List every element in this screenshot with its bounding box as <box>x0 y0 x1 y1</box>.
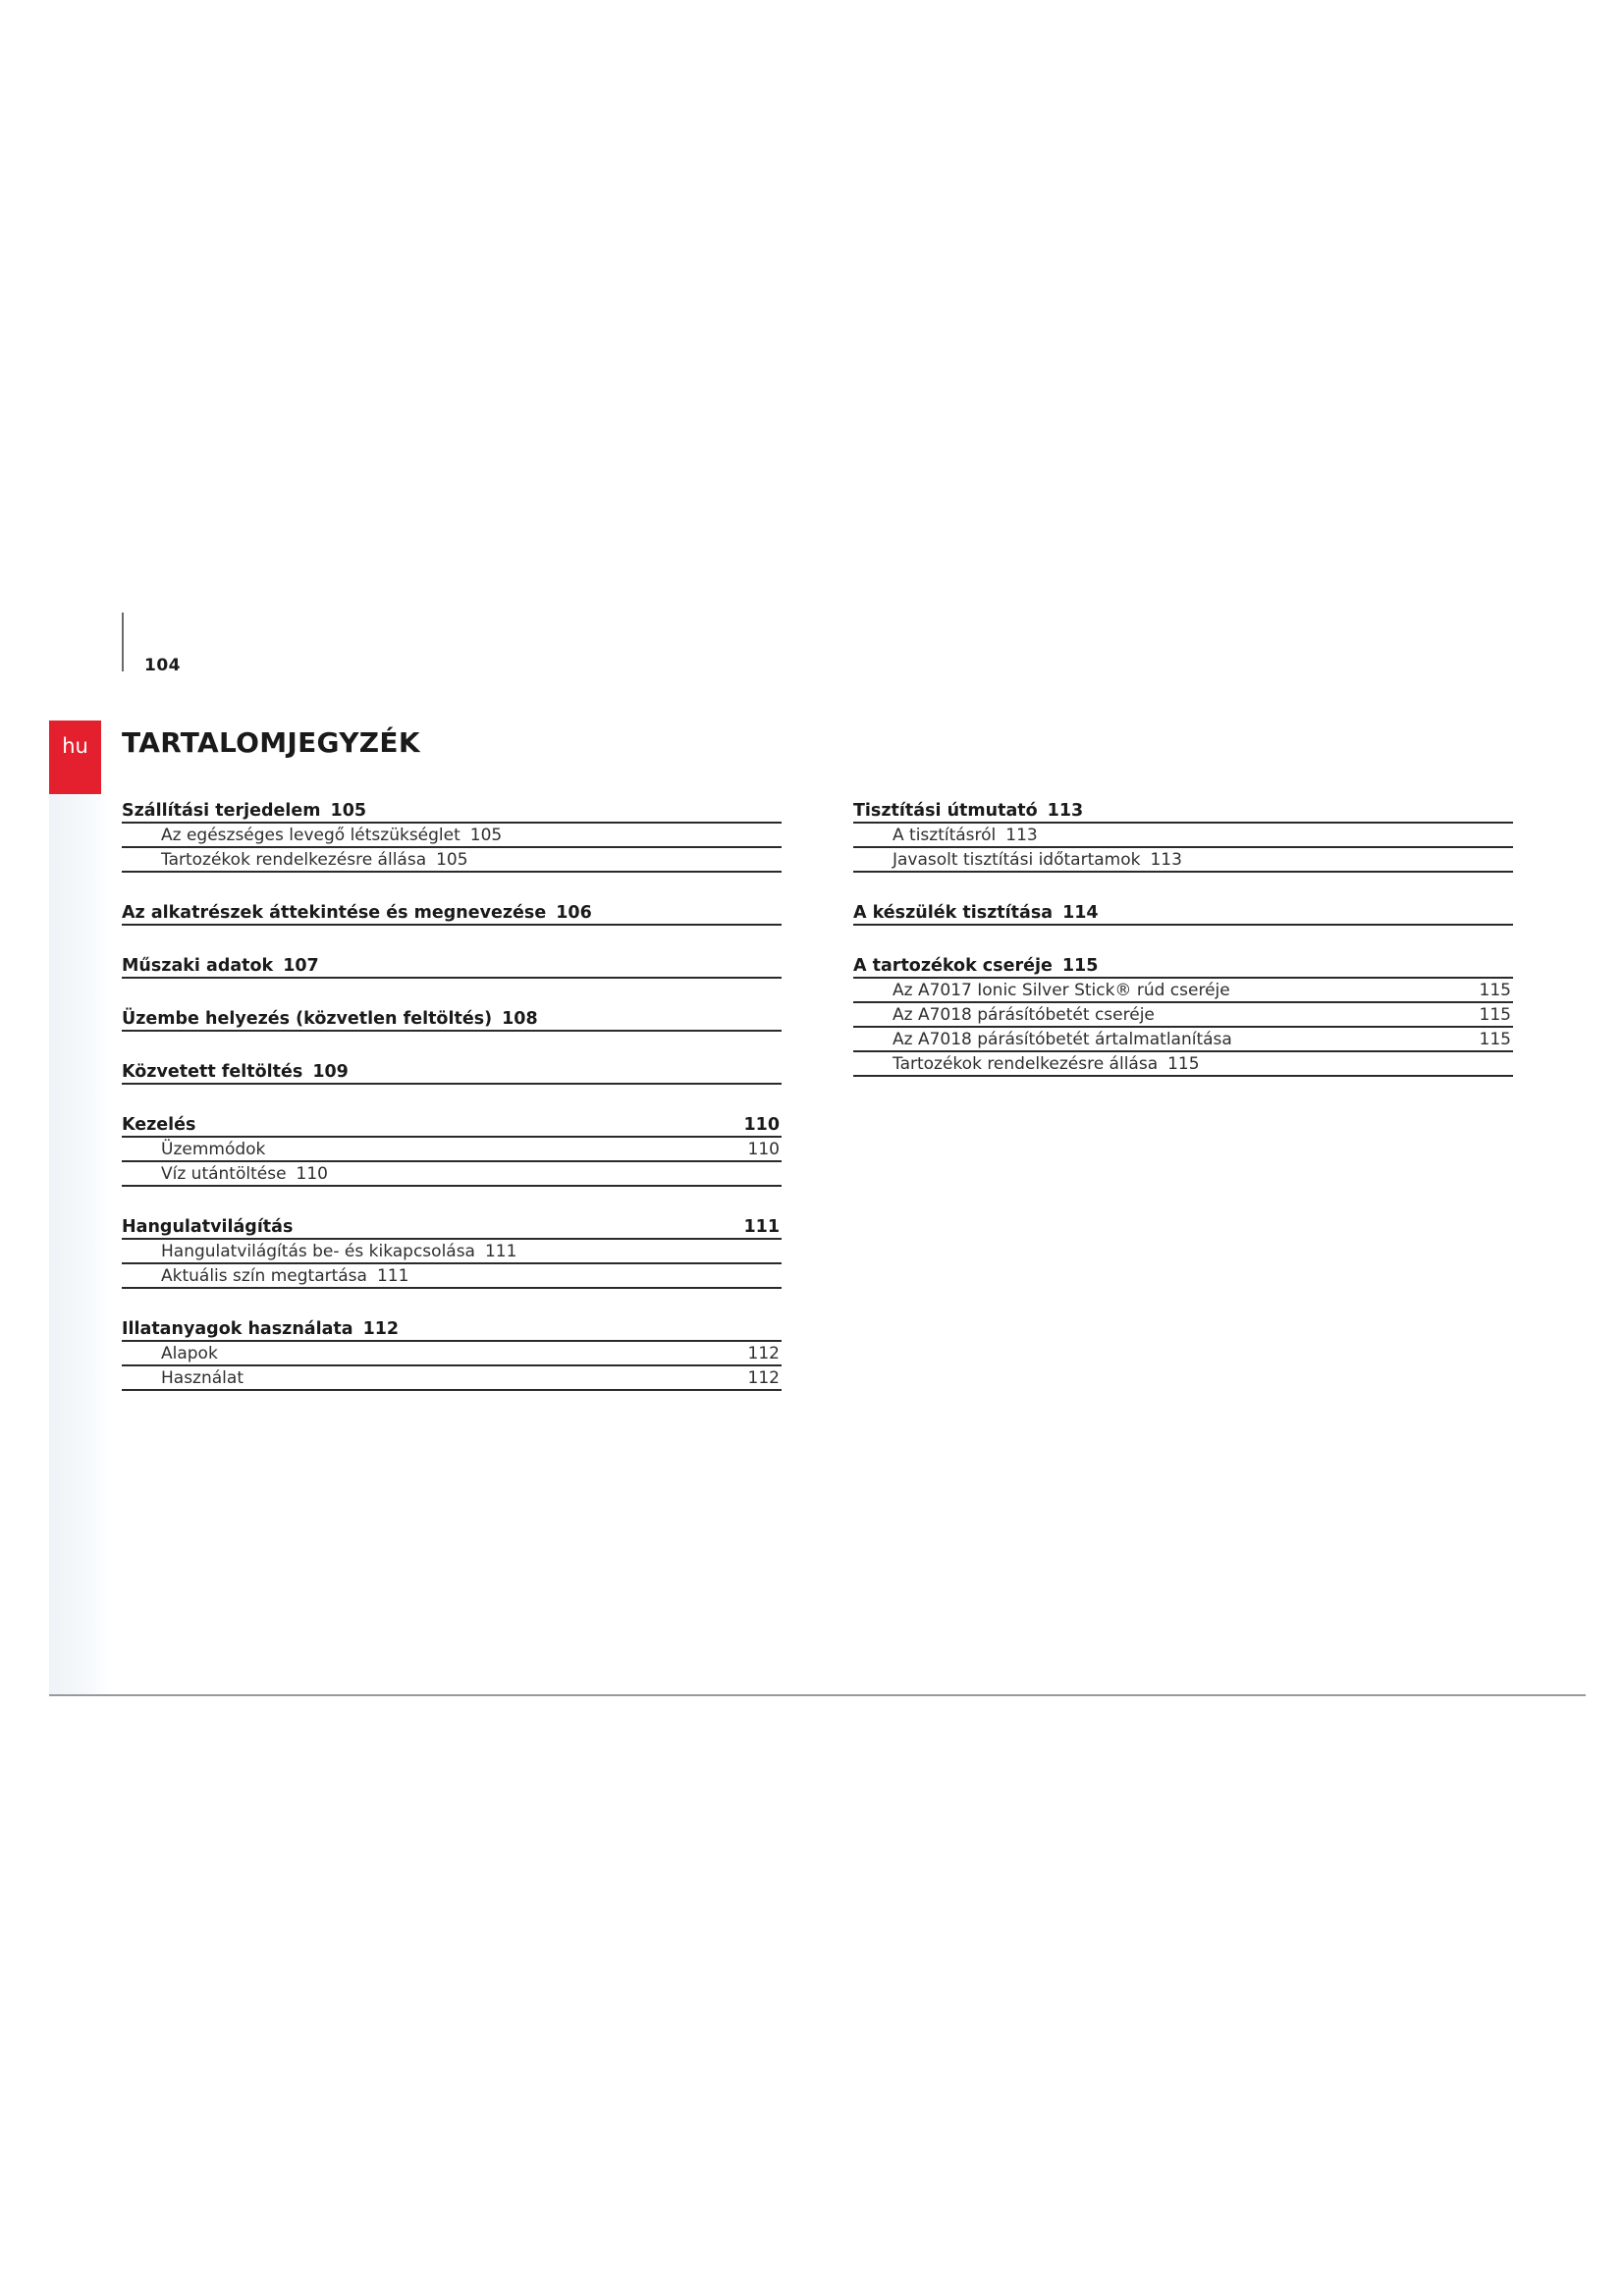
toc-heading-page: 110 <box>743 1115 780 1135</box>
toc-entry-page: 113 <box>1005 826 1038 845</box>
toc-entry-page: 112 <box>747 1344 780 1363</box>
toc-heading[interactable] <box>122 1314 782 1342</box>
toc-entry-page: 110 <box>747 1140 780 1159</box>
toc-right-column <box>853 796 1513 1102</box>
toc-heading[interactable] <box>122 1212 782 1240</box>
side-tint <box>49 785 110 1695</box>
toc-entry-label: Javasolt tisztítási időtartamok <box>893 850 1141 870</box>
toc-heading-page: 109 <box>312 1062 349 1082</box>
toc-heading-page: 113 <box>1047 801 1084 821</box>
toc-entry-page: 113 <box>1150 850 1182 870</box>
toc-entry-label: Hangulatvilágítás be- és kikapcsolása <box>161 1242 475 1261</box>
toc-heading-label: A készülék tisztítása <box>853 903 1054 923</box>
toc-heading-label: Üzembe helyezés (közvetlen feltöltés) <box>122 1009 493 1029</box>
toc-heading-page: 106 <box>556 903 592 923</box>
toc-left-column <box>122 796 782 1416</box>
footer-rule <box>49 1694 1586 1696</box>
toc-heading-page: 111 <box>743 1217 780 1237</box>
toc-entry-page: 111 <box>484 1242 517 1261</box>
toc-entry[interactable] <box>122 1138 782 1162</box>
toc-entry[interactable] <box>122 1264 782 1289</box>
toc-entry-label: Az A7018 párásítóbetét cseréje <box>893 1005 1155 1025</box>
toc-heading-label: Illatanyagok használata <box>122 1319 353 1339</box>
toc-heading-page: 114 <box>1062 903 1099 923</box>
page-number-rule <box>122 613 124 671</box>
toc-entry[interactable] <box>853 1003 1513 1028</box>
toc-heading-label: Az alkatrészek áttekintése és megnevezése <box>122 903 547 923</box>
language-badge: hu <box>49 721 101 794</box>
toc-heading-page: 107 <box>283 956 319 976</box>
toc-entry-page: 115 <box>1479 981 1511 1000</box>
toc-entry-label: Használat <box>161 1368 244 1388</box>
toc-entry[interactable] <box>853 1052 1513 1077</box>
toc-heading-page: 112 <box>362 1319 400 1339</box>
toc-heading[interactable] <box>853 898 1513 926</box>
toc-heading-label: Szállítási terjedelem <box>122 801 321 821</box>
toc-entry-page: 115 <box>1167 1054 1200 1074</box>
toc-entry-label: Aktuális szín megtartása <box>161 1266 367 1286</box>
toc-entry-page: 112 <box>747 1368 780 1388</box>
toc-entry-page: 111 <box>376 1266 409 1286</box>
toc-entry-page: 110 <box>296 1164 328 1184</box>
page-number: 104 <box>144 656 181 675</box>
toc-heading-page: 105 <box>330 801 367 821</box>
toc-entry-label: Tartozékok rendelkezésre állása <box>161 850 427 870</box>
toc-entry-label: Az A7017 Ionic Silver Stick® rúd cseréje <box>893 981 1230 1000</box>
toc-heading[interactable] <box>853 796 1513 824</box>
toc-entry[interactable] <box>853 848 1513 873</box>
toc-entry-page: 105 <box>469 826 503 845</box>
toc-entry-label: Alapok <box>161 1344 218 1363</box>
toc-entry-label: Az A7018 párásítóbetét ártalmatlanítása <box>893 1030 1232 1049</box>
toc-heading-label: A tartozékok cseréje <box>853 956 1053 976</box>
toc-heading-label: Kezelés <box>122 1115 196 1135</box>
toc-heading-label: Tisztítási útmutató <box>853 801 1038 821</box>
toc-heading[interactable] <box>122 1057 782 1085</box>
toc-left-section <box>122 1110 782 1187</box>
toc-entry[interactable] <box>122 1240 782 1264</box>
toc-heading[interactable] <box>122 1004 782 1032</box>
toc-right-section <box>853 898 1513 926</box>
toc-left-section <box>122 1057 782 1085</box>
toc-entry[interactable] <box>122 848 782 873</box>
toc-heading-label: Közvetett feltöltés <box>122 1062 303 1082</box>
toc-entry-label: A tisztításról <box>893 826 997 845</box>
toc-entry[interactable] <box>122 1162 782 1187</box>
toc-entry-label: Víz utántöltése <box>161 1164 287 1184</box>
toc-heading-label: Hangulatvilágítás <box>122 1217 294 1237</box>
toc-left-section <box>122 1212 782 1289</box>
toc-entry[interactable] <box>853 824 1513 848</box>
toc-heading-page: 108 <box>502 1009 538 1029</box>
toc-left-section <box>122 951 782 979</box>
toc-heading[interactable] <box>122 796 782 824</box>
toc-right-section <box>853 796 1513 873</box>
toc-entry-page: 115 <box>1479 1005 1511 1025</box>
toc-entry[interactable] <box>853 1028 1513 1052</box>
toc-entry[interactable] <box>122 824 782 848</box>
toc-entry[interactable] <box>122 1366 782 1391</box>
toc-heading-label: Műszaki adatok <box>122 956 274 976</box>
toc-left-section <box>122 1314 782 1391</box>
toc-heading[interactable] <box>122 951 782 979</box>
toc-heading[interactable] <box>122 898 782 926</box>
toc-heading-page: 115 <box>1061 956 1099 976</box>
toc-entry-label: Üzemmódok <box>161 1140 266 1159</box>
toc-heading[interactable] <box>853 951 1513 979</box>
page-title: TARTALOMJEGYZÉK <box>122 726 420 759</box>
toc-left-section <box>122 796 782 873</box>
toc-entry-label: Az egészséges levegő létszükséglet <box>161 826 460 845</box>
toc-entry-label: Tartozékok rendelkezésre állása <box>893 1054 1159 1074</box>
toc-entry-page: 115 <box>1479 1030 1511 1049</box>
toc-right-section <box>853 951 1513 1077</box>
toc-left-section <box>122 898 782 926</box>
toc-entry[interactable] <box>122 1342 782 1366</box>
toc-heading[interactable] <box>122 1110 782 1138</box>
toc-left-section <box>122 1004 782 1032</box>
toc-entry-page: 105 <box>436 850 468 870</box>
toc-entry[interactable] <box>853 979 1513 1003</box>
